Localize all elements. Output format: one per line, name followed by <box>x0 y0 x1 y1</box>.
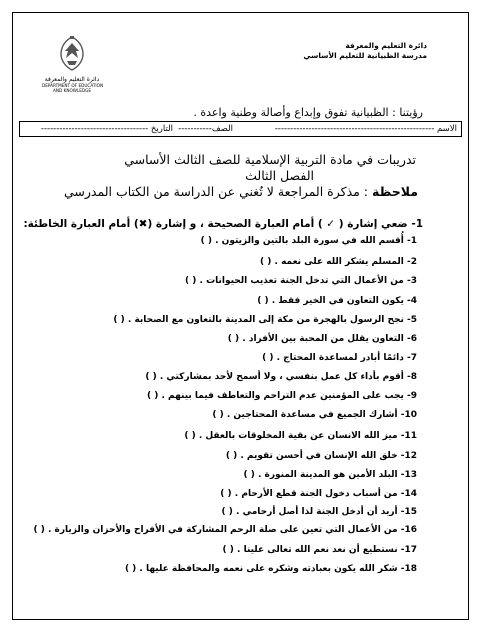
department-name: دائرة التعليم والمعرفة <box>345 41 427 50</box>
question-14: 14- من أسباب دخول الجنة قطع الأرحام . ( ) <box>220 489 417 499</box>
question-12: 12- خلق الله الإنسان في أحسن تقويم . ( ) <box>225 451 417 461</box>
question-15: 15- أريد أن أدخل الجنة لذا أصل أرحامي . ( ) <box>221 507 417 517</box>
student-info-bar <box>19 121 462 137</box>
note-label: ملاحظة <box>372 184 418 199</box>
logo-english-text-2: AND KNOWLEDGE <box>53 88 91 93</box>
question-2: 2- المسلم يشكر الله على نعمه . ( ) <box>260 257 417 267</box>
question-5: 5- نجح الرسول بالهجرة من مكة إلى المدينة بالتعاون مع الصحابة . ( ) <box>113 315 417 325</box>
vision-statement: رؤيتنا : الظبيانية تفوق وإبداع وأصالة وطنية واعدة . <box>193 106 423 119</box>
question-3: 3- من الأعمال التي تدخل الجنة تعذيب الحيوانات . ( ) <box>185 276 417 286</box>
term-title: الفصل الثالث <box>245 168 314 183</box>
instruction-heading: 1- ضعي إشارة ( ✓ ) أمام العبارة الصحيحة ، و إشارة (✖) أمام العبارة الخاطئة: <box>23 218 423 230</box>
education-department-logo <box>42 34 102 93</box>
date-field-label: التاريخ ----------------------------------- <box>40 124 173 134</box>
question-1: 1- أُقسم الله في سورة البلد بالتين والزيتون . ( ) <box>200 236 417 246</box>
question-17: 17- نستطيع أن نعد نعم الله تعالى علينا . ( ) <box>222 545 417 555</box>
question-13: 13- البلد الأمين هو المدينة المنورة . ( ) <box>243 470 417 480</box>
question-10: 10- أشارك الجميع في مساعدة المحتاجين . ( ) <box>212 410 417 420</box>
question-16: 16- من الأعمال التي تعين على صلة الرحم المشاركة في الأفراح والأحزان والزيارة . ( ) <box>33 525 417 535</box>
question-4: 4- يكون التعاون في الخير فقط . ( ) <box>257 296 417 306</box>
falcon-emblem-icon <box>54 34 90 74</box>
name-field-label: الاسم ---------------------------------------------------- <box>274 124 457 134</box>
question-6: 6- التعاون يقلل من المحبة بين الأفراد . ( ) <box>227 334 417 344</box>
question-18: 18- شكر الله يكون بعبادته وشكره على نعمه والمحافظة عليها . ( ) <box>124 564 417 574</box>
school-header <box>303 41 427 61</box>
class-field-label: الصف----------- <box>178 124 233 134</box>
note-text: : مذكرة المراجعة لا تُغني عن الدراسة من الكتاب المدرسي <box>63 184 372 199</box>
worksheet-title: تدريبات في مادة التربية الإسلامية للصف الثالث الأساسي <box>124 152 416 167</box>
question-8: 8- أقوم بأداء كل عمل بنفسي ، ولا أسمح لأحد بمشاركتي . ( ) <box>145 372 417 382</box>
note-line <box>64 184 418 199</box>
question-7: 7- دائمًا أبادر لمساعدة المحتاج . ( ) <box>262 353 417 363</box>
question-9: 9- يجب على المؤمنين عدم التراحم والتعاطف فيما بينهم . ( ) <box>147 391 417 401</box>
school-name: مدرسة الظبيانية للتعليم الأساسي <box>303 51 427 60</box>
logo-english-text-1: DEPARTMENT OF EDUCATION <box>42 83 104 88</box>
question-11: 11- ميز الله الانسان عن بقية المخلوقات بالعقل . ( ) <box>184 431 417 441</box>
logo-arabic-text: دائرة التعليم والمعرفة <box>44 76 100 83</box>
